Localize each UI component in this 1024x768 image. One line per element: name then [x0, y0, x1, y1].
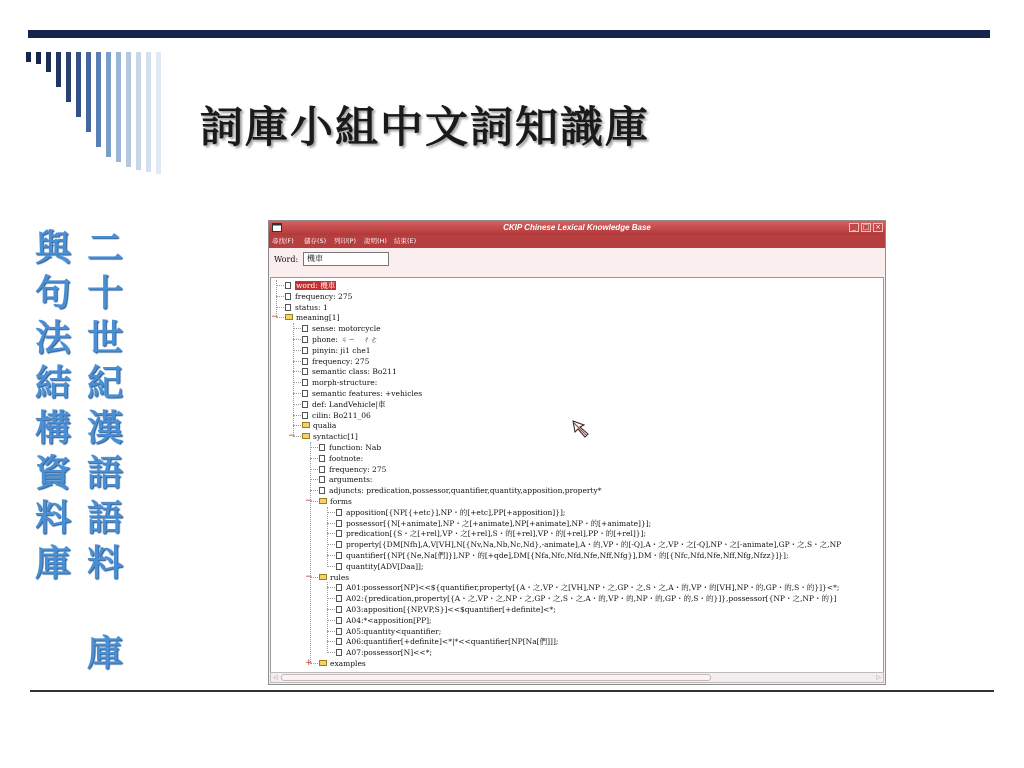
tree-item-label: property[{DM[Nfh],A,V[VH],N[{Nv,Na,Nb,Nc,Nd},-animate],A・的,VP・的[-Q],A・之,VP・之[-Q],NP・之[-animate],GP・之,S・之,NP — [346, 540, 842, 550]
subtitle-char: 資 — [34, 453, 71, 494]
document-icon — [319, 466, 325, 473]
tree-item[interactable] — [302, 334, 378, 345]
tree-folder[interactable] — [302, 420, 336, 431]
document-icon — [302, 368, 308, 375]
tree-item[interactable] — [302, 399, 385, 410]
tree-connector — [310, 469, 318, 470]
tree-item-label: A01:possessor[NP]<<${quantifier,property[{A・之,VP・之[VH],NP・之,GP・之,S・之,A・的,VP・的[VH],NP・的,GP・的,S・的}]}<*; — [346, 583, 840, 593]
tree-folder[interactable] — [302, 431, 358, 442]
stripe — [36, 52, 41, 64]
document-icon — [336, 552, 342, 559]
menu-find[interactable]: 尋找(F) — [272, 237, 294, 245]
document-icon — [302, 347, 308, 354]
stripe — [46, 52, 51, 72]
subtitle-char: 庫 — [34, 543, 71, 584]
tree-item-label: frequency: 275 — [295, 291, 353, 301]
subtitle-char — [84, 586, 126, 631]
subtitle-char: 句 — [34, 273, 71, 314]
tree-item[interactable] — [336, 647, 432, 658]
tree-connector — [293, 350, 301, 351]
tree-connector — [276, 307, 284, 308]
vertical-subtitle-right — [84, 226, 126, 676]
collapse-icon[interactable]: − — [271, 312, 279, 323]
document-icon — [336, 541, 342, 548]
tree-connector — [293, 393, 301, 394]
vertical-subtitle-left — [32, 226, 74, 586]
subtitle-char: 結 — [34, 363, 71, 404]
tree-connector — [293, 382, 301, 383]
stripe — [106, 52, 111, 157]
title-bar[interactable] — [269, 221, 885, 235]
subtitle-char: 庫 — [86, 633, 123, 674]
document-icon — [336, 617, 342, 624]
tree-connector — [327, 566, 335, 567]
document-icon — [302, 379, 308, 386]
tree-item[interactable] — [319, 485, 602, 496]
document-icon — [336, 584, 342, 591]
stripe — [76, 52, 81, 117]
subtitle-char: 二 — [86, 228, 123, 269]
tree-item[interactable] — [336, 539, 841, 550]
tree-item-label: apposition[{NP[{+etc}],NP・的[+etc],PP[+apposition]}]; — [346, 507, 566, 517]
tree-guide — [327, 582, 328, 653]
document-icon — [302, 412, 308, 419]
mouse-cursor-icon — [570, 418, 592, 440]
document-icon — [302, 401, 308, 408]
tree-item[interactable] — [285, 291, 352, 302]
word-label: Word: — [274, 255, 299, 264]
tree-item-label: predication[{S・之[+rel],VP・之[+rel],S・的[+rel],VP・的[+rel],PP・的[+rel]}]; — [346, 529, 646, 539]
tree-item-label: semantic features: +vehicles — [312, 389, 423, 398]
tree-item[interactable] — [302, 388, 422, 399]
tree-connector — [327, 652, 335, 653]
tree-connector — [327, 523, 335, 524]
tree-item-label: meaning[1] — [296, 313, 340, 323]
tree-guide — [276, 280, 277, 318]
subtitle-char: 十 — [86, 273, 123, 314]
document-icon — [319, 487, 325, 494]
tree-connector — [327, 555, 335, 556]
tree-connector — [327, 587, 335, 588]
tree-item[interactable] — [302, 410, 371, 421]
tree-connector — [293, 404, 301, 405]
minimize-icon[interactable]: _ — [849, 223, 859, 232]
tree-folder[interactable] — [285, 312, 340, 323]
tree-folder[interactable] — [319, 572, 349, 583]
collapse-icon[interactable]: − — [305, 496, 313, 506]
folder-icon — [319, 660, 327, 666]
tree-item[interactable] — [336, 604, 556, 615]
tree-item-label: function: Nab — [329, 443, 382, 452]
tree-folder[interactable] — [319, 658, 366, 669]
tree-item-label: syntactic[1] — [313, 432, 358, 442]
stripe — [146, 52, 151, 172]
tree-item[interactable] — [319, 464, 386, 475]
tree-item-label: phone: ㄐㄧ ㄔㄜ — [312, 335, 378, 344]
document-icon — [336, 563, 342, 570]
tree-item-label: examples — [330, 659, 366, 668]
tree-item[interactable] — [336, 582, 839, 593]
close-icon[interactable]: × — [873, 223, 883, 232]
tree-connector — [276, 296, 284, 297]
document-icon — [336, 530, 342, 537]
tree-item[interactable] — [285, 302, 328, 313]
document-icon — [319, 476, 325, 483]
tree-item[interactable] — [302, 323, 381, 334]
stripe — [136, 52, 141, 170]
tree-item-label: arguments: — [329, 475, 373, 485]
subtitle-char: 料 — [86, 543, 123, 584]
tree-connector — [310, 458, 318, 459]
tree-item[interactable] — [302, 356, 369, 367]
stripe — [66, 52, 71, 102]
tree-connector — [276, 285, 284, 286]
document-icon — [302, 325, 308, 332]
collapse-icon[interactable]: − — [305, 571, 313, 582]
tree-connector — [327, 641, 335, 642]
subtitle-char: 世 — [86, 318, 123, 359]
scroll-thumb[interactable] — [281, 674, 711, 681]
tree-item[interactable] — [302, 345, 371, 356]
window-title: CKIP Chinese Lexical Knowledge Base — [503, 223, 651, 232]
tree-item[interactable] — [336, 528, 646, 539]
tree-item-label: frequency: 275 — [312, 356, 370, 366]
folder-icon — [302, 422, 310, 428]
folder-icon — [319, 498, 327, 504]
tree-item-label: quantity[ADV[Daa]]; — [346, 561, 424, 571]
folder-icon — [302, 433, 310, 439]
tree-connector — [293, 328, 301, 329]
document-icon — [336, 595, 342, 602]
tree-connector — [327, 533, 335, 534]
document-icon — [302, 336, 308, 343]
expand-icon[interactable]: + — [305, 658, 313, 668]
subtitle-char: 法 — [34, 318, 71, 359]
tree-item[interactable] — [319, 474, 372, 485]
tree-item[interactable] — [336, 593, 837, 604]
tree-item-label: rules — [330, 572, 350, 582]
tree-item-label: quantifier[{NP[{Ne,Na[們]}],NP・的[+qde],DM[{Nfa,Nfc,Nfd,Nfe,Nff,Nfg}],DM・的[{Nfc,Nfd,Nfe,Nff,Nfg,Nfzz}]}]; — [346, 551, 789, 560]
document-icon — [285, 282, 291, 289]
tree-item-label: frequency: 275 — [329, 464, 387, 474]
subtitle-char: 構 — [34, 408, 71, 449]
word-input[interactable]: 機車 — [303, 252, 389, 266]
document-icon — [285, 293, 291, 300]
tree-connector — [310, 479, 318, 480]
tree-connector — [293, 425, 301, 426]
stripe — [86, 52, 91, 132]
tree-item-label: footnote: — [329, 453, 364, 463]
tree-connector — [310, 447, 318, 448]
stripe — [26, 52, 31, 62]
tree-item-label: qualia — [313, 421, 337, 431]
tree-item[interactable] — [285, 280, 336, 291]
subtitle-char: 紀 — [86, 363, 123, 404]
tree-connector — [293, 361, 301, 362]
tree-item-label: word: 機車 — [296, 281, 336, 290]
tree-item-label: A06:quantifier[+definite]<*|*<<quantifier[NP[Na[們]]]; — [346, 637, 559, 647]
tree-item[interactable] — [319, 442, 381, 453]
app-window — [268, 220, 886, 685]
menu-bar — [269, 235, 885, 248]
tree-guide — [327, 507, 328, 567]
tree-item-label: forms — [330, 497, 352, 506]
tree-item[interactable] — [302, 366, 397, 377]
tree-connector — [327, 609, 335, 610]
tree-item[interactable] — [336, 518, 651, 529]
tree-item-label: status: 1 — [295, 302, 328, 312]
subtitle-char: 語 — [86, 498, 123, 539]
tree-connector — [327, 598, 335, 599]
scroll-left-icon[interactable]: ◁ — [273, 674, 278, 681]
horizontal-scrollbar[interactable] — [270, 672, 884, 683]
tree-connector — [327, 620, 335, 621]
menu-save[interactable]: 儲存(S) — [304, 237, 327, 245]
tree-connector — [327, 631, 335, 632]
tree-item-label: A04:*<apposition[PP]; — [346, 615, 432, 625]
tree-item-label: semantic class: Bo211 — [312, 367, 397, 377]
tree-guide — [293, 323, 294, 437]
menu-print[interactable]: 列印(P) — [334, 237, 356, 245]
tree-item-label: A02:{predication,property[{A・之,VP・之,NP・之,GP・之,S・之,A・的,VP・的,NP・的,GP・的,S・的}]},possessor[{NP・之,NP・的}] — [346, 594, 837, 604]
stripe — [126, 52, 131, 167]
document-icon — [302, 358, 308, 365]
tree-item[interactable] — [336, 561, 424, 572]
tree-connector — [293, 339, 301, 340]
document-icon — [336, 509, 342, 516]
bottom-divider — [30, 690, 994, 692]
tree-connector — [327, 544, 335, 545]
tree-item-label: possessor[{N[+animate],NP・之[+animate],NP[+animate],NP・的[+animate]}]; — [346, 518, 652, 528]
tree-item[interactable] — [336, 615, 432, 626]
subtitle-char: 與 — [34, 228, 71, 269]
tree-item[interactable] — [336, 626, 441, 637]
tree-item-label: A05:quantity<quantifier; — [346, 626, 442, 636]
menu-exit[interactable]: 結束(E) — [394, 237, 417, 245]
tree-connector — [310, 490, 318, 491]
document-icon — [336, 638, 342, 645]
maximize-icon[interactable]: □ — [862, 223, 870, 231]
stripe — [96, 52, 101, 147]
tree-guide — [310, 442, 311, 664]
tree-item-label: pinyin: ji1 che1 — [312, 345, 371, 355]
subtitle-char: 料 — [34, 498, 71, 539]
tree-item[interactable] — [302, 377, 377, 388]
document-icon — [285, 304, 291, 311]
document-icon — [319, 444, 325, 451]
document-icon — [336, 520, 342, 527]
document-icon — [319, 455, 325, 462]
stripe — [156, 52, 161, 174]
tree-item-label: adjuncts: predication,possessor,quantifier,quantity,apposition,property* — [329, 486, 602, 496]
tree-item[interactable] — [336, 550, 789, 561]
tree-folder[interactable] — [319, 496, 352, 507]
folder-icon — [285, 314, 293, 320]
stripe — [116, 52, 121, 162]
document-icon — [336, 628, 342, 635]
subtitle-char: 漢 — [86, 408, 123, 449]
tree-item[interactable] — [336, 507, 565, 518]
folder-icon — [319, 574, 327, 580]
tree-item-label: sense: motorcycle — [312, 324, 381, 334]
top-bar — [28, 30, 990, 38]
document-icon — [336, 606, 342, 613]
tree-item-label: morph-structure: — [312, 378, 378, 388]
tree-connector — [293, 415, 301, 416]
tree-item-label: def: LandVehicle|車 — [312, 399, 386, 409]
tree-view[interactable] — [270, 277, 884, 673]
scroll-right-icon[interactable]: ▷ — [876, 674, 881, 681]
page-title: 詞庫小組中文詞知識庫 — [200, 103, 650, 153]
tree-connector — [327, 512, 335, 513]
subtitle-char: 語 — [86, 453, 123, 494]
collapse-icon[interactable]: − — [288, 431, 296, 442]
menu-help[interactable]: 說明(H) — [364, 237, 387, 245]
tree-item-label: cilin: Bo211_06 — [312, 410, 371, 420]
document-icon — [336, 649, 342, 656]
tree-connector — [293, 371, 301, 372]
tree-item[interactable] — [319, 453, 363, 464]
document-icon — [302, 390, 308, 397]
tree-item-label: A03:apposition[{NP,VP,S}]<<$quantifier[+definite]<*; — [346, 605, 556, 614]
tree-item[interactable] — [336, 636, 558, 647]
tree-item-label: A07:possessor[N]<<*; — [346, 648, 432, 658]
stripe — [56, 52, 61, 87]
